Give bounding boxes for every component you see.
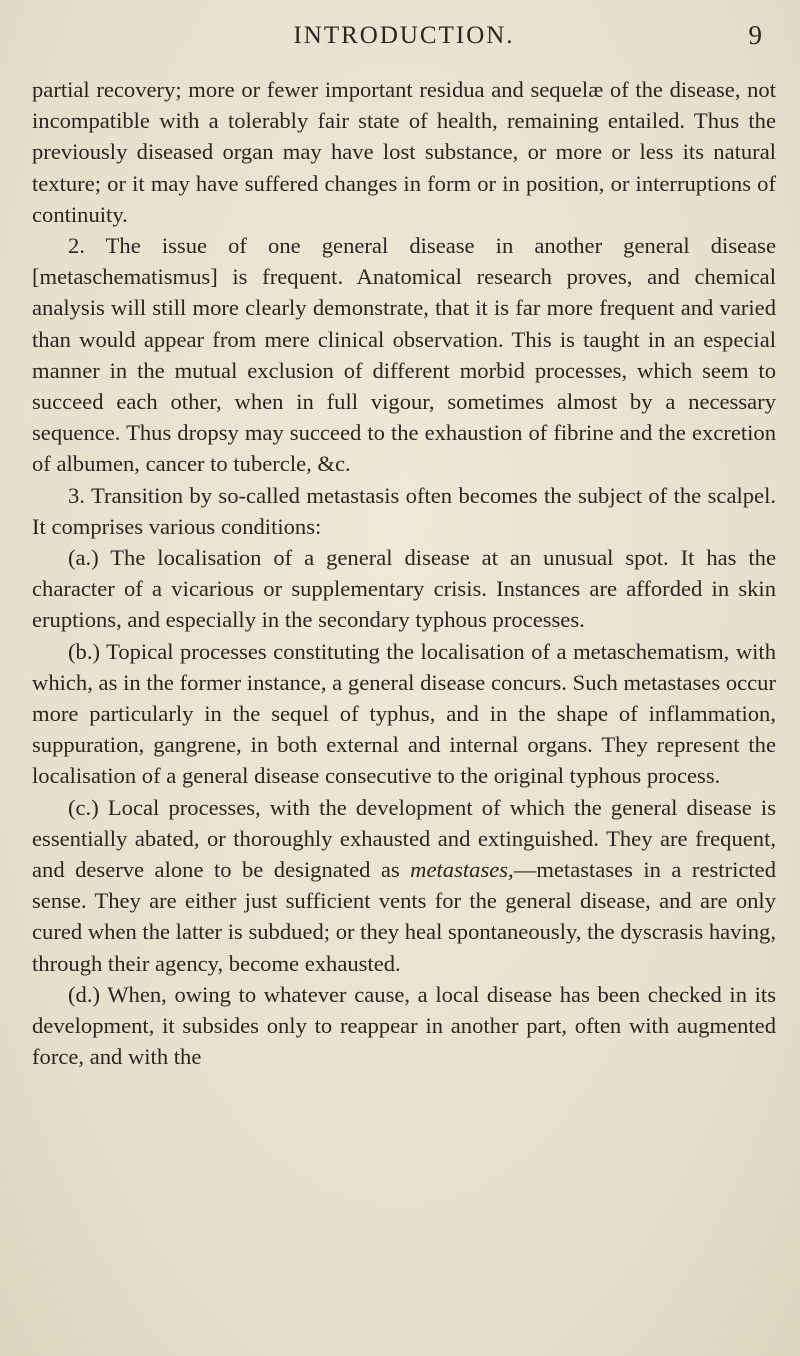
paragraph-item-b: (b.) Topical processes constituting the localisation of a metaschematism, with which, as in the former instance, a general disease concurs. Such metastases occur more particularly in the sequel of typhus, and in the shape of inflammation, suppuration, gangrene, in both external and internal organs. They represent the localisation of a general disease consecutive to the original typhous process. (32, 638, 776, 789)
paragraph-item-c-italic: metastases, (410, 857, 514, 883)
paragraph-continued: partial recovery; more or fewer important residua and sequelæ of the disease, not incompatible with a tolerably fair state of health, remaining entailed. Thus the previously diseased organ may have lost substance, or more or less its natural texture; or it may have suffered changes in form or in position, or interruptions of continuity. (32, 77, 776, 227)
body-text (32, 74, 776, 1073)
running-head (32, 0, 776, 60)
paragraph-item-c-part1: (c.) Local processes, with the development of which the general disease is essentially abated, or thoroughly exhausted and extinguished. They are frequent, and deserve alone to be designated as (32, 794, 776, 883)
paragraph-metaschematismus: 2. The issue of one general disease in another general disease [metaschematismus] is frequent. Anatomical research proves, and chemical analysis will still more clearly demonstrate, that it is far more frequent and varied than would appear from mere clinical observation. This is taught in an especial manner in the mutual exclusion of different morbid processes, which seem to succeed each other, when in full vigour, sometimes almost by a necessary sequence. Thus dropsy may succeed to the exhaustion of fibrine and the excretion of albumen, cancer to tubercle, &c. (32, 233, 776, 477)
paragraph-item-d: (d.) When, owing to whatever cause, a local disease has been checked in its development, it subsides only to reappear in another part, often with augmented force, and with the (32, 981, 776, 1070)
running-title: INTRODUCTION. (293, 22, 515, 49)
paragraph-item-a: (a.) The localisation of a general disease at an unusual spot. It has the character of a vicarious or supplementary crisis. Instances are afforded in skin eruptions, and especially in the secondary typhous processes. (32, 545, 776, 633)
page-number: 9 (748, 20, 762, 50)
paragraph-item-c-part2: —metastases in a restricted sense. They are either just sufficient vents for the general disease, and are only cured when the latter is subdued; or they heal spontaneously, the dyscrasis having, through their agency, become exhausted. (32, 857, 776, 976)
paragraph-metastasis: 3. Transition by so-called metastasis often becomes the subject of the scalpel. It comprises various conditions: (32, 482, 776, 539)
paragraph-item-c (32, 792, 776, 979)
book-page (32, 0, 776, 1356)
